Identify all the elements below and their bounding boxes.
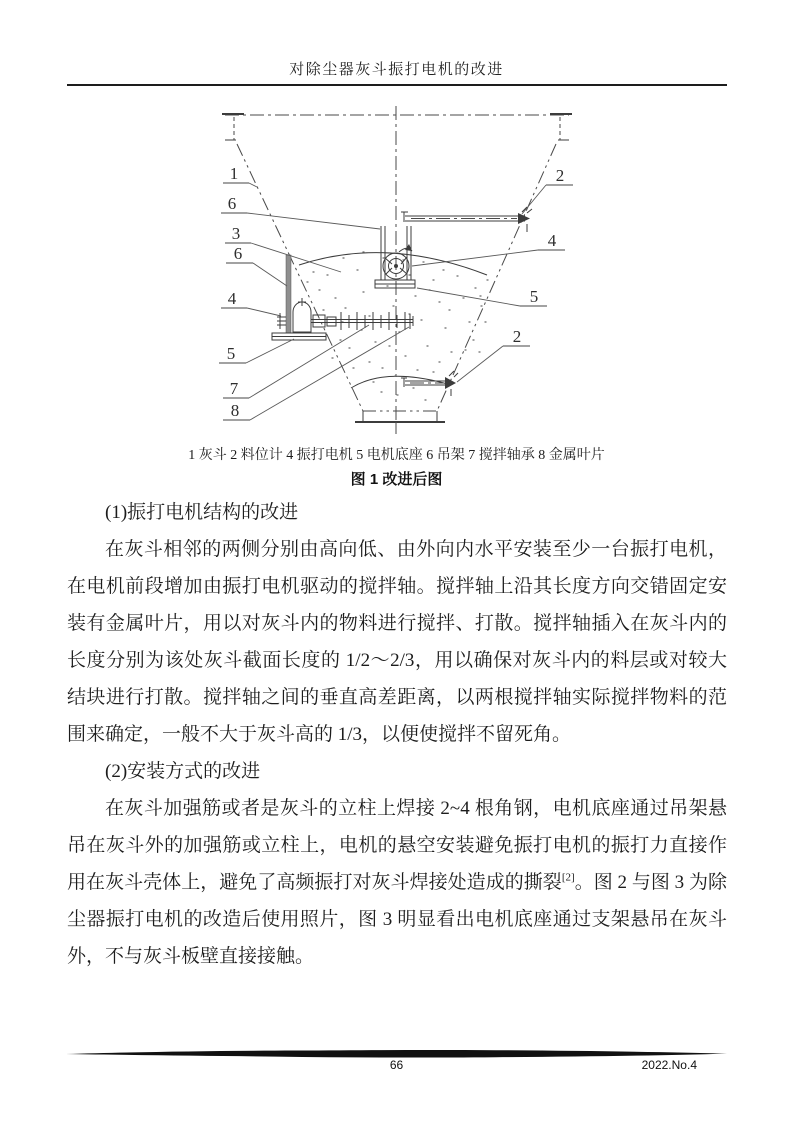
paragraph-2-text: 在灰斗加强筋或者是灰斗的立柱上焊接 2~4 根角钢，电机底座通过吊架悬吊在灰斗外的加强筋或立柱上，电机的悬空安装避免振打电机的振打力直接作用在灰斗壳体上，避免了高频振打对灰斗焊接处造成的撕裂 [67, 798, 727, 893]
agitator-assembly [272, 255, 413, 340]
citation-ref-2: [2] [561, 871, 575, 884]
center-motor-assembly [375, 226, 415, 288]
article-body [67, 494, 727, 975]
page-header-title: 对除尘器灰斗振打电机的改进 [289, 62, 504, 78]
level-gauge-lower [401, 371, 458, 396]
figure-callout-7: 7 [229, 379, 239, 398]
figure-callout-5a: 5 [226, 344, 236, 363]
section-heading-1: (1)振打电机结构的改进 [105, 502, 299, 523]
figure-callout-2a: 2 [555, 166, 565, 185]
figure-callout-6b: 6 [233, 244, 243, 263]
figure-1 [177, 100, 617, 440]
figure-callout-8: 8 [230, 401, 240, 420]
figure-callout-5b: 5 [529, 287, 539, 306]
footer-rule [66, 1046, 727, 1056]
figure-callout-6a: 6 [227, 194, 237, 213]
journal-issue: 2022.No.4 [641, 1058, 697, 1072]
figure-callout-1: 1 [229, 164, 239, 183]
figure-legend: 1 灰斗 2 料位计 4 振打电机 5 电机底座 6 吊架 7 搅拌轴承 8 金属叶片 [188, 448, 605, 463]
page-number: 66 [389, 1058, 404, 1072]
figure-callout-2b: 2 [512, 327, 522, 346]
section-heading-2: (2)安装方式的改进 [105, 761, 261, 782]
figure-callout-4a: 4 [227, 289, 237, 308]
hopper-outline [222, 114, 572, 434]
figure-caption-title: 图 1 改进后图 [350, 471, 443, 488]
paragraph-1: 在灰斗相邻的两侧分别由高向低、由外向内水平安装至少一台振打电机，在电机前段增加由振打电机驱动的搅拌轴。搅拌轴上沿其长度方向交错固定安装有金属叶片，用以对灰斗内的物料进行搅拌、打散。搅拌轴插入在灰斗内的长度分别为该处灰斗截面长度的 1/2～2/3，用以确保对灰斗内的料层或对较大结块进行打散。搅拌轴之间的垂直高差距离，以两根搅拌轴实际搅拌物料的范围来确定，一般不大于灰斗高的 1/3，以便使搅拌不留死角。 [67, 539, 727, 745]
level-gauge-upper [401, 207, 532, 232]
center-lines [225, 106, 569, 434]
figure-callout-4b: 4 [547, 231, 557, 250]
figure-callout-3: 3 [231, 224, 241, 243]
paragraph-2 [67, 790, 727, 975]
paragraph-2-text-cont: 。图 2 与图 3 为除尘器振打电机的改造后使用照片，图 3 明显看出电机底座通过支架悬吊在灰斗外，不与灰斗板壁直接接触。 [67, 872, 727, 967]
header-rule [67, 84, 727, 86]
stiffener-column [286, 255, 291, 333]
hopper-diagram [177, 100, 617, 440]
